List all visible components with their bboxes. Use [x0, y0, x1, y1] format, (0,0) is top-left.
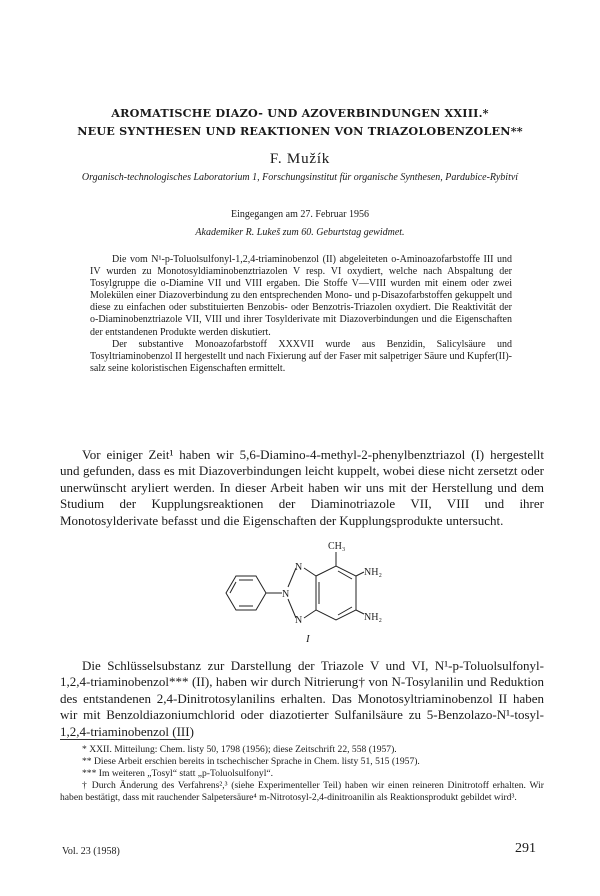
paragraph-text: Die Schlüsselsubstanz zur Darstellung der Triazole V und VI, N¹-p-Toluolsulfonyl-1,2,4-triaminobenzol*** (II), haben wir durch Nitrierung† von N-Tosylanilin und Reduktion des entstandenen 2,4-Dinitrotosylanilins erhalten. Das Monotosyltriaminobenzol II haben wir mit Benzoldiazoniumchlorid oder diazotierter Sulfanilsäure zu 5-Benzolazo-N¹-tosyl-1,2,4-triaminobenzol (III) [60, 658, 544, 739]
n-label: N [295, 615, 303, 626]
paper-title-line1: AROMATISCHE DIAZO- UND AZOVERBINDUNGEN XXIII.* [111, 106, 489, 120]
footnote: ** Diese Arbeit erschien bereits in tschechischer Sprache in Chem. listy 51, 515 (1957). [82, 756, 420, 767]
journal-volume: Vol. 23 (1958) [62, 846, 120, 857]
affiliation: Organisch-technologisches Laboratorium 1, Forschungsinstitut für organische Synthesen, Pardubice-Rybitví [81, 172, 519, 183]
n-label: N [295, 562, 303, 573]
footnote-rule [60, 739, 190, 740]
footnotes [60, 739, 544, 804]
footnote: † Durch Änderung des Verfahrens²,³ (siehe Experimenteller Teil) haben wir einen reineren Dinitrotoff erhalten. Wir haben bestätigt, dass mit rauchender Salpetersäure⁴ m-Nitrotosyl-2,4-dinitroanilin als Reaktionsprodukt gebildet wird³. [60, 780, 544, 803]
body-paragraph-2 [60, 658, 544, 740]
structure-formula-I [216, 538, 396, 648]
n-label: N [282, 589, 290, 600]
footnote: * XXII. Mitteilung: Chem. listy 50, 1798 (1956); diese Zeitschrift 22, 558 (1957). [82, 744, 397, 755]
paper-title-line2: NEUE SYNTHESEN UND REAKTIONEN VON TRIAZOLOBENZOLEN** [77, 124, 523, 138]
footnote: *** Im weiteren „Tosyl“ statt „p-Toluolsulfonyl“. [82, 768, 274, 779]
author: F. Mužík [269, 151, 331, 167]
body-paragraph-1 [60, 447, 544, 529]
nh2-label: NH₂ [364, 567, 382, 578]
structure-label: I [306, 633, 310, 645]
received-date: Eingegangen am 27. Februar 1956 [230, 209, 370, 220]
abstract-paragraph: Der substantive Monoazofarbstoff XXXVII wurde aus Benzidin, Salicylsäure und Tosyltriaminobenzol II hergestellt und nach Fixierung auf der Faser mit salpetriger Säure und Kupfer(II)-salz seine koloristischen Eigenschaften ermittelt. [90, 338, 512, 374]
ch3-label: CH₃ [328, 541, 346, 552]
abstract-paragraph: Die vom N¹-p-Toluolsulfonyl-1,2,4-triaminobenzol (II) abgeleiteten o-Aminoazofarbstoffe III und IV wurden zu Monotosyldiaminobenztriazolen V resp. VI oxydiert, welche nach Abspaltung der Tosylgruppe die o-Diamine VII und VIII ergaben. Die Stoffe V—VIII wurden mit einem oder zwei Molekülen einer Diazoverbindung zu den entsprechenden Mono- und p-Disazofarbstoffen gekuppelt und diese zu einfachen oder substituierten Benzobis- oder Benzotris-Triazolen oxydiert. Die Reaktivität der o-Diaminobenztriazole VII, VIII und ihrer Tosylderivate mit Diazoverbindungen und die Eigenschaften der entstandenen Produkte werden diskutiert. [90, 254, 512, 338]
page-number: 291 [515, 841, 536, 856]
paragraph-text: Vor einiger Zeit¹ haben wir 5,6-Diamino-4-methyl-2-phenylbenztriazol (I) hergestellt und gefunden, dass es mit Diazoverbindungen leicht kuppelt, wobei diese nicht zersetzt oder unerwünscht aryliert werden. In dieser Arbeit haben wir uns mit der Herstellung und dem Studium der Kupplungsreaktionen der Diaminotriazole VII, VIII und ihrer Monotosylderivate befasst und die Eigenschaften der Kupplungsprodukte untersucht. [60, 447, 544, 528]
abstract [90, 254, 512, 375]
nh2-label: NH₂ [364, 612, 382, 623]
dedication: Akademiker R. Lukeš zum 60. Geburtstag gewidmet. [195, 227, 405, 238]
